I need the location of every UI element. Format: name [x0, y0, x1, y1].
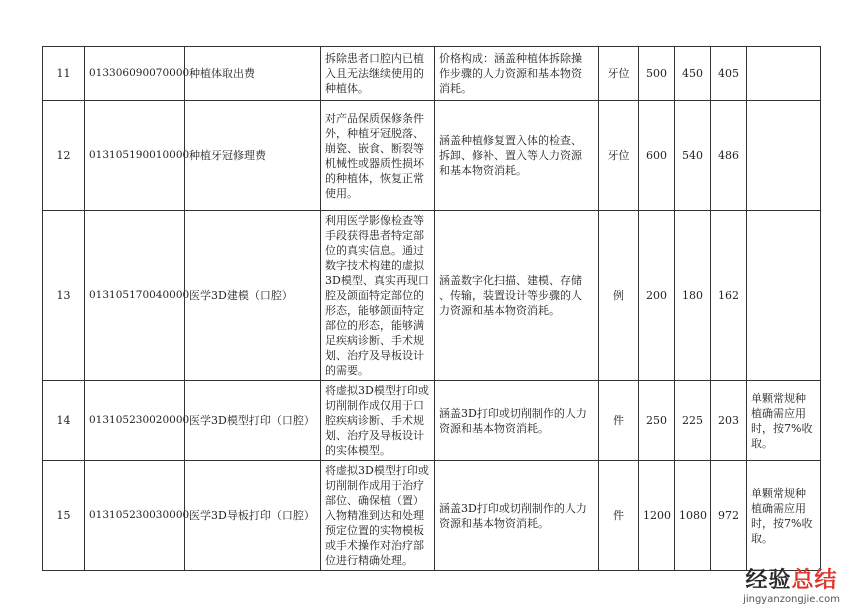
- item-content: 拆除患者口腔内已植 入且无法继续使用的 种植体。: [321, 47, 435, 101]
- item-code: 013105190010000: [85, 101, 185, 211]
- table-row: [43, 101, 821, 211]
- price-composition: 涵盖种植修复置入体的检查、 拆卸、修补、置入等人力资源 和基本物资消耗。: [435, 101, 599, 211]
- pricing-unit: 件: [599, 381, 639, 461]
- item-name: 医学3D导板打印（口腔）: [185, 461, 321, 571]
- item-note: [747, 211, 821, 381]
- item-name: 种植体取出费: [185, 47, 321, 101]
- item-code: 013105230020000: [85, 381, 185, 461]
- item-note: [747, 47, 821, 101]
- item-note: 单颗常规种 植确需应用 时，按7%收 取。: [747, 461, 821, 571]
- item-content: 利用医学影像检查等 手段获得患者特定部 位的真实信息。通过 数字技术构建的虚拟 3D模型、真实再现口 腔及颌面特定部位的 形态，能够颌面特定 部位的形态，能够满 足疾病诊断、手术规 划、治疗及导板设计 的需要。: [321, 211, 435, 381]
- price-tier-3: 162: [711, 211, 747, 381]
- watermark-url: jingyanzongjie.com: [743, 594, 840, 605]
- price-tier-2: 540: [675, 101, 711, 211]
- item-note: 单颗常规种 植确需应用 时，按7%收 取。: [747, 381, 821, 461]
- watermark-part1: 经验: [745, 568, 792, 593]
- row-number: 14: [43, 381, 85, 461]
- watermark-logo: [743, 563, 840, 605]
- price-tier-3: 972: [711, 461, 747, 571]
- pricing-unit: 牙位: [599, 47, 639, 101]
- price-tier-1: 250: [639, 381, 675, 461]
- price-composition: 涵盖数字化扫描、建模、存储 、传输，装置设计等步骤的人 力资源和基本物资消耗。: [435, 211, 599, 381]
- price-tier-2: 180: [675, 211, 711, 381]
- price-tier-1: 500: [639, 47, 675, 101]
- item-name: 医学3D模型打印（口腔）: [185, 381, 321, 461]
- item-note: [747, 101, 821, 211]
- price-composition: 涵盖3D打印或切削制作的人力 资源和基本物资消耗。: [435, 381, 599, 461]
- item-name: 医学3D建模（口腔）: [185, 211, 321, 381]
- table-row: [43, 461, 821, 571]
- row-number: 13: [43, 211, 85, 381]
- price-tier-3: 203: [711, 381, 747, 461]
- price-tier-2: 1080: [675, 461, 711, 571]
- price-tier-3: 405: [711, 47, 747, 101]
- table-row: [43, 211, 821, 381]
- row-number: 11: [43, 47, 85, 101]
- price-composition: 价格构成：涵盖种植体拆除操 作步骤的人力资源和基本物资 消耗。: [435, 47, 599, 101]
- item-content: 将虚拟3D模型打印或 切削制作成仅用于口 腔疾病诊断、手术规 划、治疗及导板设计 的实体模型。: [321, 381, 435, 461]
- price-tier-1: 200: [639, 211, 675, 381]
- price-tier-1: 1200: [639, 461, 675, 571]
- fee-table: [42, 46, 821, 571]
- pricing-unit: 例: [599, 211, 639, 381]
- row-number: 12: [43, 101, 85, 211]
- item-code: 013105230030000: [85, 461, 185, 571]
- item-code: 013105170040000: [85, 211, 185, 381]
- watermark-part2: 总结: [791, 568, 838, 593]
- price-tier-3: 486: [711, 101, 747, 211]
- table-row: [43, 47, 821, 101]
- pricing-unit: 牙位: [599, 101, 639, 211]
- item-name: 种植牙冠修理费: [185, 101, 321, 211]
- price-composition: 涵盖3D打印或切削制作的人力 资源和基本物资消耗。: [435, 461, 599, 571]
- price-tier-1: 600: [639, 101, 675, 211]
- price-tier-2: 450: [675, 47, 711, 101]
- row-number: 15: [43, 461, 85, 571]
- table-row: [43, 381, 821, 461]
- pricing-unit: 件: [599, 461, 639, 571]
- item-content: 将虚拟3D模型打印或 切削制作成用于治疗 部位、确保植（置） 入物精准到达和处理 预定位置的实物模板 或手术操作对治疗部 位进行精确处理。: [321, 461, 435, 571]
- price-tier-2: 225: [675, 381, 711, 461]
- item-code: 013306090070000: [85, 47, 185, 101]
- item-content: 对产品保质保修条件 外，种植牙冠脱落、 崩瓷、嵌食、断裂等 机械性或器质性损坏 的种植体，恢复正常 使用。: [321, 101, 435, 211]
